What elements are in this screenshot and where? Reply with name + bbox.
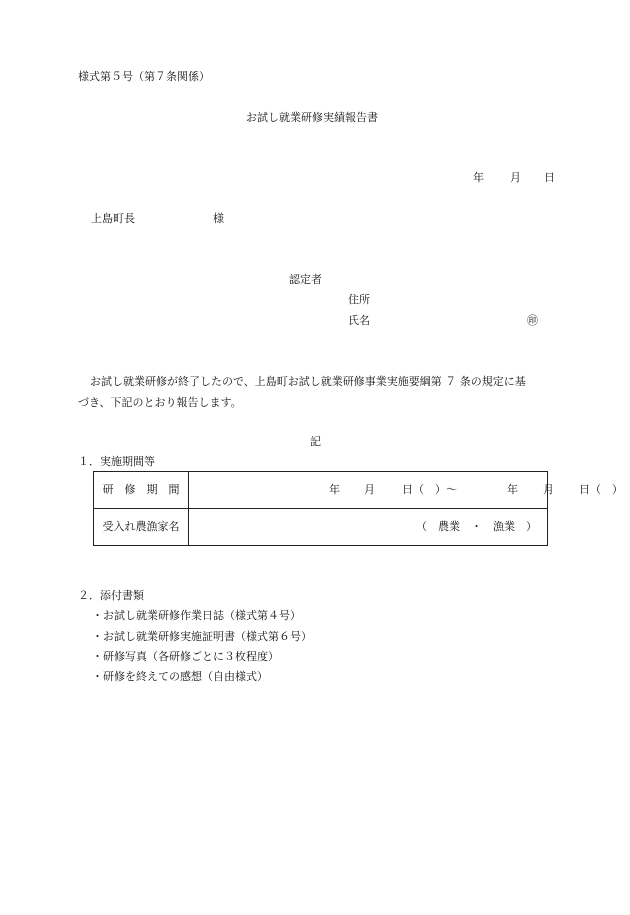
host-row xyxy=(94,509,548,546)
document-title: お試し就業研修実績報告書 xyxy=(246,111,378,124)
period-month-1: 月 xyxy=(364,483,375,496)
body-line-1: お試し就業研修が終了したので、上島町お試し就業研修事業実施要綱第 ７ 条の規定に基 xyxy=(90,375,526,388)
name-label: 氏名 xyxy=(348,314,370,327)
period-day-1: 日（ ）～ xyxy=(402,483,457,496)
addressee-name: 上島町長 xyxy=(91,212,135,225)
period-row xyxy=(94,472,548,509)
period-value-cell xyxy=(189,472,623,509)
host-value-cell xyxy=(189,509,548,546)
date-year: 年 xyxy=(473,171,484,184)
addressee-honorific: 様 xyxy=(213,212,224,225)
body-line-2: づき、下記のとおり報告します。 xyxy=(78,396,242,409)
host-label: 受入れ農漁家名 xyxy=(102,520,180,533)
section1-heading: １．実施期間等 xyxy=(78,455,155,468)
period-day-2: 日（ ） xyxy=(579,483,623,496)
host-label-cell xyxy=(94,509,189,546)
period-year-2: 年 xyxy=(507,483,518,496)
applicant-label: 認定者 xyxy=(289,273,322,286)
period-label: 研修期間 xyxy=(102,483,191,496)
form-number: 様式第５号（第７条関係） xyxy=(78,70,210,83)
ki-heading: 記 xyxy=(310,435,321,448)
seal-mark: ㊞ xyxy=(527,314,538,327)
period-table xyxy=(93,471,623,546)
host-value: （ 農業 ・ 漁業 ） xyxy=(416,520,537,533)
list-item: ・お試し就業研修実施証明書（様式第６号） xyxy=(92,630,312,643)
list-item: ・研修を終えての感想（自由様式） xyxy=(92,670,268,683)
section2-heading: ２．添付書類 xyxy=(78,589,144,602)
date-month: 月 xyxy=(510,171,521,184)
address-label: 住所 xyxy=(348,293,370,306)
list-item: ・お試し就業研修作業日誌（様式第４号） xyxy=(92,609,301,622)
period-label-cell xyxy=(94,472,189,509)
list-item: ・研修写真（各研修ごとに３枚程度） xyxy=(92,650,279,663)
date-day: 日 xyxy=(544,171,555,184)
period-year-1: 年 xyxy=(329,483,340,496)
period-month-2: 月 xyxy=(543,483,554,496)
